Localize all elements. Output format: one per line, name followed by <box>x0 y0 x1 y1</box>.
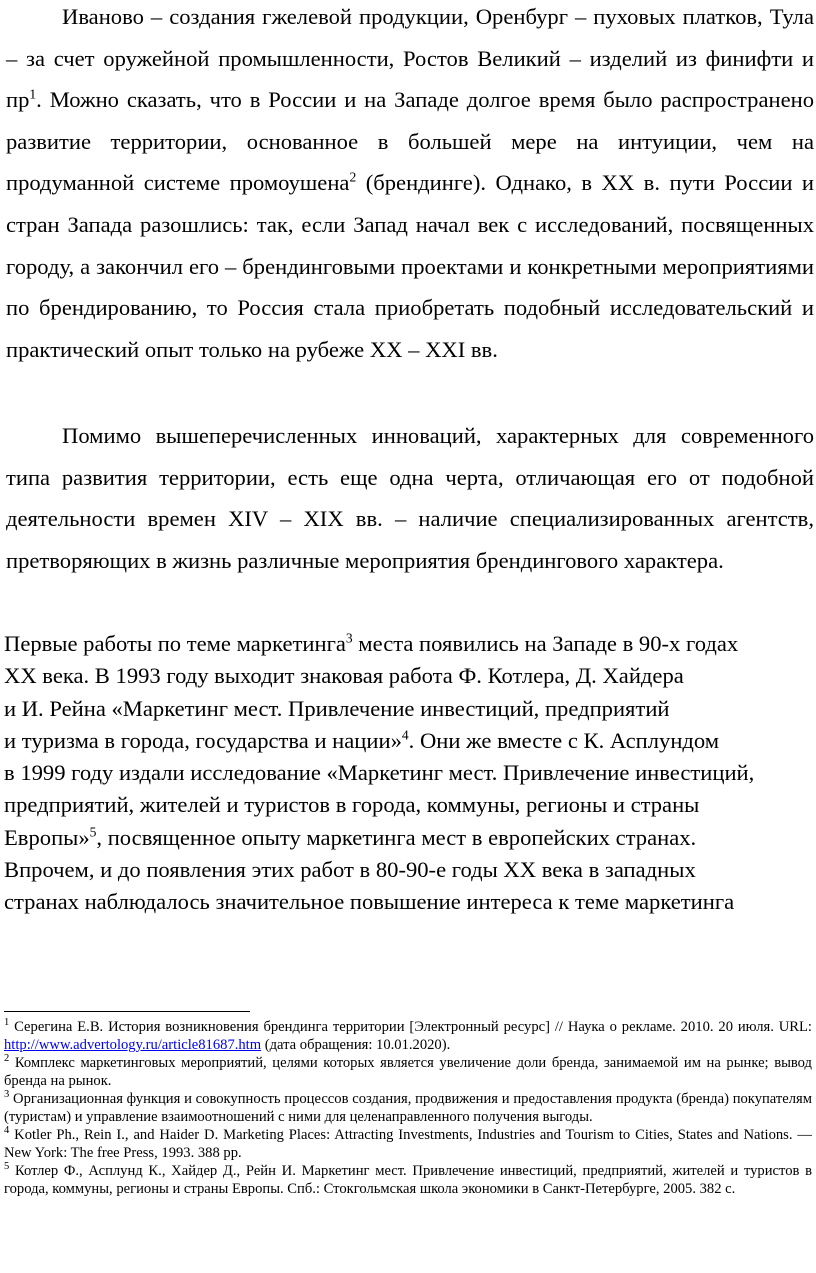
footnotes <box>4 1018 812 1198</box>
footnote-link[interactable]: http://www.advertology.ru/article81687.htm <box>4 1037 262 1053</box>
footnote-number: 4 <box>4 1125 10 1137</box>
paragraph-2-text: Помимо вышеперечисленных инноваций, характерных для современного типа развития территории, есть еще одна черта, отличающая его от подобной деятельности времен XIV – XIX вв. – наличие специализированных агентств, претворяющих в жизнь различные мероприятия брендингового характера. <box>6 423 814 573</box>
footnote-number: 1 <box>4 1017 10 1029</box>
footnote-ref-2[interactable]: 2 <box>349 169 357 185</box>
paragraph-3-text: Первые работы по теме маркетинга <box>4 631 346 656</box>
paragraph-3-line: странах наблюдалось значительное повышение интереса к теме маркетинга <box>4 889 735 915</box>
footnote-text: Kotler Ph., Rein I., and Haider D. Marketing Places: Attracting Investments, Industries and Tourism to Cities, States and Nations. — New York: The free Press, 1993. 388 pp. <box>4 1127 812 1161</box>
paragraph-3-text: . Они же вместе с К. Асплундом <box>408 727 720 753</box>
footnote-text: Комплекс маркетинговых мероприятий, целями которых является увеличение доли бренда, занимаемой им на рынке; вывод бренда на рынок. <box>4 1055 812 1089</box>
paragraph-3-line: предприятий, жителей и туристов в города, коммуны, регионы и страны <box>4 792 700 818</box>
body-paragraph-2 <box>6 415 814 581</box>
footnote-5 <box>4 1162 812 1198</box>
footnote-ref-1[interactable]: 1 <box>29 86 37 102</box>
footnote-text: (дата обращения: 10.01.2020). <box>261 1037 451 1053</box>
paragraph-1-text-b: . Можно сказать, что в России и на Западе долгое время было распространено развитие территории, основанное в большей мере на интуиции, чем на продуманной системе промоушена <box>6 87 814 196</box>
footnote-number: 3 <box>4 1089 10 1101</box>
paragraph-1-text-c: (брендинге). Однако, в XX в. пути России и стран Запада разошлись: так, если Запад начал век с исследований, посвященных городу, а закончил его – брендинговыми проектами и конкретными мероприятиями по брендированию, то Россия стала приобретать подобный исследовательский и практический опыт только на рубеже XX – XXI вв. <box>6 170 814 362</box>
footnote-4 <box>4 1126 812 1162</box>
footnote-ref-5[interactable]: 5 <box>89 824 97 840</box>
body-paragraph-1 <box>6 0 814 370</box>
paragraph-3-line: XX века. В 1993 году выходит знаковая работа Ф. Котлера, Д. Хайдера <box>4 663 684 689</box>
footnote-text: Организационная функция и совокупность процессов создания, продвижения и предоставления продукта (бренда) покупателям (туристам) и управление взаимоотношений с ними для целенаправленного получения выгоды. <box>4 1091 812 1125</box>
footnote-text: Котлер Ф., Асплунд К., Хайдер Д., Рейн И. Маркетинг мест. Привлечение инвестиций, предприятий, жителей и туристов в города, коммуны, регионы и страны Европы. Спб.: Стокгольмская школа экономики в Санкт-Петербурге, 2005. 382 с. <box>4 1163 812 1197</box>
paragraph-3-line: Впрочем, и до появления этих работ в 80-90-е годы XX века в западных <box>4 857 696 883</box>
paragraph-3-text: , посвященное опыту маркетинга мест в европейских странах. <box>96 824 697 850</box>
body-paragraph-3 <box>4 628 814 919</box>
footnote-ref-3[interactable]: 3 <box>345 630 353 646</box>
footnote-2 <box>4 1054 812 1090</box>
paragraph-1-text-a: Иваново – создания гжелевой продукции, Оренбург – пуховых платков, Тула – за счет оружейной промышленности, Ростов Великий – изделий из финифти и пр <box>6 4 814 113</box>
footnote-text: Серегина Е.В. История возникновения брендинга территории [Электронный ресурс] // Наука о рекламе. 2010. 20 июля. URL: <box>9 1019 812 1035</box>
footnote-3 <box>4 1090 812 1126</box>
paragraph-3-text: Европы» <box>4 824 90 850</box>
paragraph-3-line <box>4 628 814 660</box>
footnote-1 <box>4 1018 812 1054</box>
paragraph-3-line: и И. Рейна «Маркетинг мест. Привлечение инвестиций, предприятий <box>4 695 670 721</box>
paragraph-3-text: и туризма в города, государства и нации» <box>4 727 402 753</box>
paragraph-3-line: в 1999 году издали исследование «Маркетинг мест. Привлечение инвестиций, <box>4 760 755 786</box>
footnote-number: 2 <box>4 1053 10 1065</box>
footnote-ref-4[interactable]: 4 <box>401 727 409 743</box>
paragraph-3-line <box>4 822 814 854</box>
paragraph-3-line <box>4 725 814 757</box>
paragraph-3-text: места появились на Западе в 90-х годах <box>352 631 739 656</box>
footnote-separator <box>4 1011 250 1012</box>
footnote-number: 5 <box>4 1161 10 1173</box>
